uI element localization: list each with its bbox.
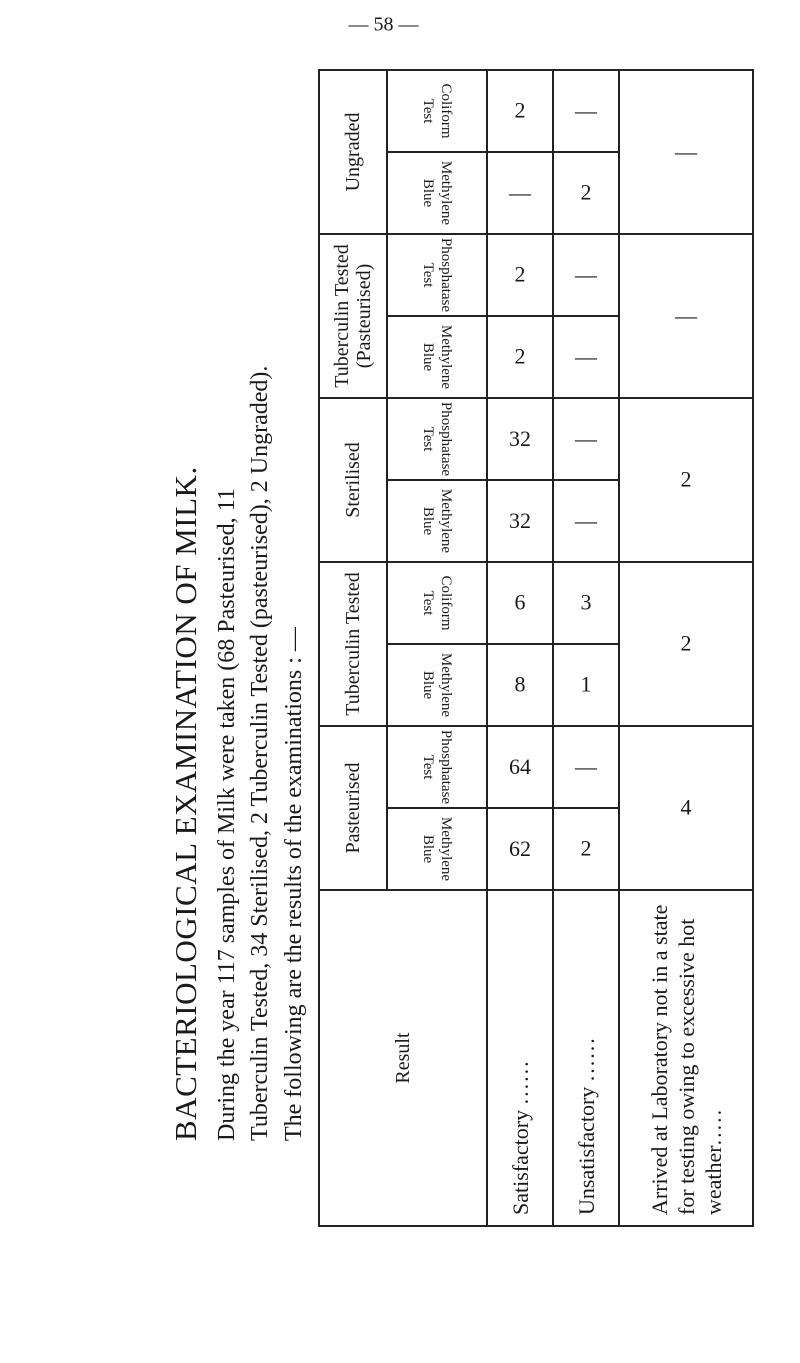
- test-header: Methylene Blue: [387, 644, 487, 726]
- test-header: Coliform Test: [387, 70, 487, 152]
- intro-line-2: Tuberculin Tested, 34 Sterilised, 2 Tuberculin Tested (pasteurised), 2 Ungraded).: [247, 365, 273, 1141]
- group-header: Ungraded: [319, 70, 387, 234]
- table-cell: 6: [487, 562, 553, 644]
- table-row: [553, 70, 619, 1226]
- test-header: Phosphatase Test: [387, 398, 487, 480]
- test-header: Methylene Blue: [387, 808, 487, 890]
- table-row: [487, 70, 553, 1226]
- table-cell: 1: [553, 644, 619, 726]
- page-title: BACTERIOLOGICAL EXAMINATION OF MILK.: [168, 466, 203, 1141]
- row-label: Arrived at Laboratory not in a state for testing owing to excessive hot weather.....: [619, 890, 753, 1226]
- table-cell: 4: [619, 726, 753, 890]
- table-cell: 8: [487, 644, 553, 726]
- test-header: Methylene Blue: [387, 480, 487, 562]
- table-row: [619, 70, 753, 1226]
- table-cell: —: [553, 316, 619, 398]
- table-cell: 62: [487, 808, 553, 890]
- test-header: Phosphatase Test: [387, 726, 487, 808]
- test-header: Methylene Blue: [387, 152, 487, 234]
- intro-line-3: The following are the results of the examinations : —: [281, 627, 307, 1141]
- table-cell: 2: [487, 70, 553, 152]
- row-label: Unsatisfactory ......: [553, 890, 619, 1226]
- table-cell: —: [619, 234, 753, 398]
- table-header-groups: [319, 70, 387, 1226]
- table-cell: 2: [619, 398, 753, 562]
- table-cell: —: [553, 234, 619, 316]
- group-header: Pasteurised: [319, 726, 387, 890]
- table-cell: 2: [553, 808, 619, 890]
- table-cell: —: [553, 726, 619, 808]
- results-table: [318, 69, 754, 1227]
- test-header: Methylene Blue: [387, 316, 487, 398]
- intro-line-1: During the year 117 samples of Milk were taken (68 Pasteurised, 11: [214, 488, 240, 1141]
- table-cell: —: [487, 152, 553, 234]
- table-cell: 2: [553, 152, 619, 234]
- result-header: Result: [319, 890, 487, 1226]
- table-cell: 32: [487, 480, 553, 562]
- group-header: Tuberculin Tested (Pasteurised): [319, 234, 387, 398]
- table-cell: 64: [487, 726, 553, 808]
- group-header: Sterilised: [319, 398, 387, 562]
- table-cell: —: [619, 70, 753, 234]
- table-cell: 32: [487, 398, 553, 480]
- group-header: Tuberculin Tested: [319, 562, 387, 726]
- table-cell: —: [553, 398, 619, 480]
- table-cell: 2: [619, 562, 753, 726]
- test-header: Coliform Test: [387, 562, 487, 644]
- row-label: Satisfactory ......: [487, 890, 553, 1226]
- test-header: Phosphatase Test: [387, 234, 487, 316]
- page-number: — 58 —: [348, 13, 419, 36]
- table-cell: —: [553, 70, 619, 152]
- table-cell: 2: [487, 234, 553, 316]
- table-cell: 2: [487, 316, 553, 398]
- table-cell: —: [553, 480, 619, 562]
- table-cell: 3: [553, 562, 619, 644]
